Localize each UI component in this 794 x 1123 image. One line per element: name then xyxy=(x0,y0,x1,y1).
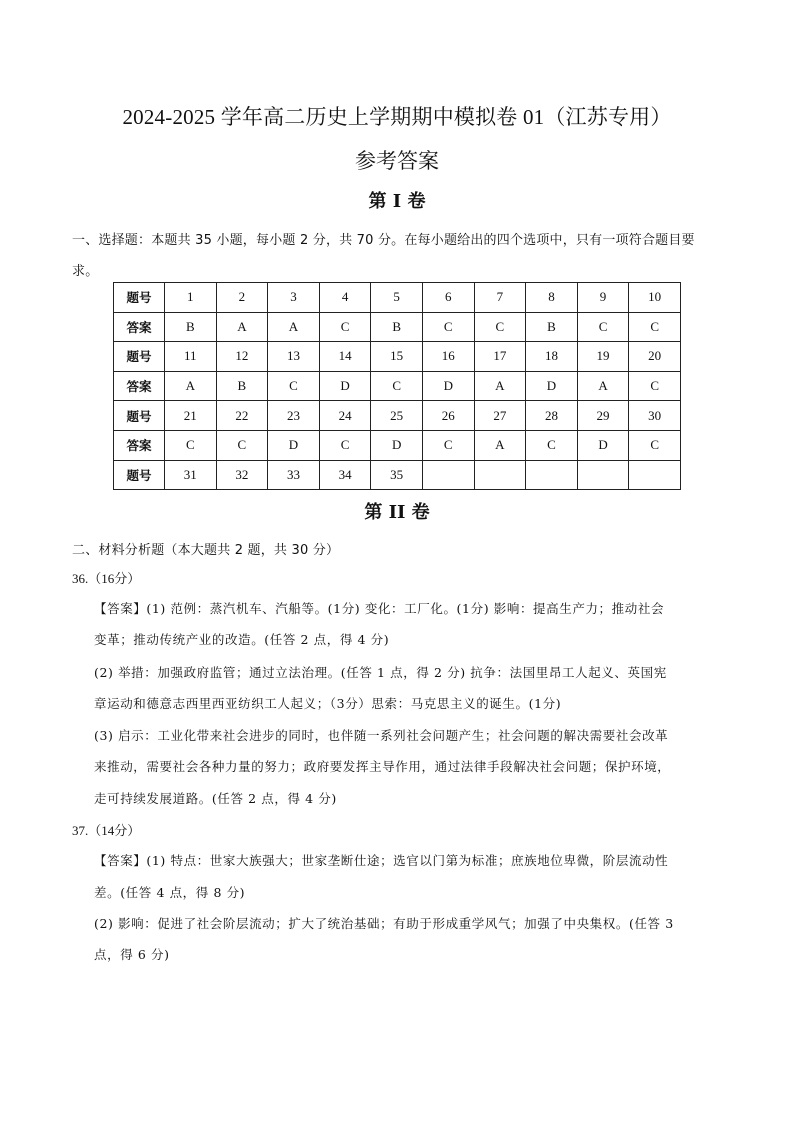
table-cell: 21 xyxy=(165,401,217,431)
row-label-cell: 题号 xyxy=(114,460,165,490)
question-37-answer-line: 点，得 6 分) xyxy=(94,947,170,962)
row-label-cell: 答案 xyxy=(114,312,165,342)
table-cell: A xyxy=(474,430,526,460)
table-cell: 26 xyxy=(422,401,474,431)
table-cell: B xyxy=(216,371,268,401)
row-label-cell: 题号 xyxy=(114,401,165,431)
table-cell: D xyxy=(422,371,474,401)
table-cell: A xyxy=(165,371,217,401)
table-cell: 35 xyxy=(371,460,423,490)
row-label-cell: 答案 xyxy=(114,371,165,401)
table-cell: 7 xyxy=(474,283,526,313)
table-cell: 33 xyxy=(268,460,320,490)
table-cell: 17 xyxy=(474,342,526,372)
table-cell: A xyxy=(577,371,629,401)
table-cell: 16 xyxy=(422,342,474,372)
answer-table-row xyxy=(114,312,681,342)
table-cell: 14 xyxy=(319,342,371,372)
table-cell: A xyxy=(216,312,268,342)
table-cell: 23 xyxy=(268,401,320,431)
table-cell: 13 xyxy=(268,342,320,372)
table-cell: 12 xyxy=(216,342,268,372)
table-cell: 20 xyxy=(629,342,681,372)
table-cell: D xyxy=(526,371,578,401)
table-cell: D xyxy=(371,430,423,460)
question-37-label: 37.（14分） xyxy=(72,823,141,838)
answer-table xyxy=(113,282,681,490)
table-cell: 10 xyxy=(629,283,681,313)
question-36-label: 36.（16分） xyxy=(72,571,141,586)
table-cell: 24 xyxy=(319,401,371,431)
table-cell xyxy=(526,460,578,490)
table-cell: C xyxy=(165,430,217,460)
table-cell: 32 xyxy=(216,460,268,490)
table-cell: C xyxy=(319,430,371,460)
table-cell: C xyxy=(371,371,423,401)
table-cell: C xyxy=(268,371,320,401)
table-cell: 8 xyxy=(526,283,578,313)
table-cell: D xyxy=(319,371,371,401)
question-37-answer-line: 【答案】(1) 特点：世家大族强大；世家垄断仕途；选官以门第为标准；庶族地位卑微，阶层流动性 xyxy=(94,853,669,868)
table-cell: 2 xyxy=(216,283,268,313)
section1-instructions: 一、选择题：本题共 35 小题，每小题 2 分，共 70 分。在每小题给出的四个选项中，只有一项符合题目要 xyxy=(72,233,695,248)
question-36-answer-line: 章运动和德意志西里西亚纺织工人起义；（3分）思索：马克思主义的诞生。(1分) xyxy=(94,696,562,711)
section2-heading: 二、材料分析题（本大题共 2 题，共 30 分） xyxy=(72,543,340,558)
question-36-answer-line: (2) 举措：加强政府监管；通过立法治理。(任答 1 点，得 2 分) 抗争：法国里昂工人起义、英国宪 xyxy=(94,665,667,680)
page-subtitle: 参考答案 xyxy=(355,149,439,173)
table-cell xyxy=(474,460,526,490)
answer-table-row xyxy=(114,342,681,372)
table-cell xyxy=(422,460,474,490)
row-label-cell: 答案 xyxy=(114,430,165,460)
question-36-answer-line: 走可持续发展道路。(任答 2 点，得 4 分) xyxy=(94,791,337,806)
answer-table-row xyxy=(114,371,681,401)
table-cell: 4 xyxy=(319,283,371,313)
table-cell: 6 xyxy=(422,283,474,313)
question-36-answer-line: 来推动，需要社会各种力量的努力；政府要发挥主导作用，通过法律手段解决社会问题；保护环境， xyxy=(94,759,671,774)
question-36-answer-line: 【答案】(1) 范例：蒸汽机车、汽船等。(1分) 变化：工厂化。(1分) 影响：提高生产力；推动社会 xyxy=(94,601,665,616)
table-cell: 11 xyxy=(165,342,217,372)
table-cell: C xyxy=(526,430,578,460)
table-cell: 1 xyxy=(165,283,217,313)
table-cell: C xyxy=(422,430,474,460)
table-cell: 3 xyxy=(268,283,320,313)
table-cell: C xyxy=(216,430,268,460)
table-cell: 30 xyxy=(629,401,681,431)
table-cell: 9 xyxy=(577,283,629,313)
volume2-title: 第 II 卷 xyxy=(364,502,430,523)
table-cell: A xyxy=(268,312,320,342)
table-cell: 34 xyxy=(319,460,371,490)
answer-table-row xyxy=(114,430,681,460)
table-cell: 31 xyxy=(165,460,217,490)
question-37-answer-line: (2) 影响：促进了社会阶层流动；扩大了统治基础；有助于形成重学风气；加强了中央集权。(任答 3 xyxy=(94,916,674,931)
table-cell: D xyxy=(268,430,320,460)
table-cell: 27 xyxy=(474,401,526,431)
table-cell: C xyxy=(577,312,629,342)
table-cell: B xyxy=(165,312,217,342)
table-cell: 18 xyxy=(526,342,578,372)
answer-table-row xyxy=(114,460,681,490)
question-36-answer-line: (3) 启示：工业化带来社会进步的同时，也伴随一系列社会问题产生；社会问题的解决需要社会改革 xyxy=(94,728,669,743)
table-cell: 29 xyxy=(577,401,629,431)
table-cell: C xyxy=(629,371,681,401)
table-cell: 15 xyxy=(371,342,423,372)
table-cell: 22 xyxy=(216,401,268,431)
answer-table-row xyxy=(114,401,681,431)
question-37-answer-line: 差。(任答 4 点，得 8 分) xyxy=(94,885,246,900)
answer-table-row xyxy=(114,283,681,313)
question-36-answer-line: 变革；推动传统产业的改造。(任答 2 点，得 4 分) xyxy=(94,632,390,647)
table-cell: C xyxy=(474,312,526,342)
page-title: 2024-2025 学年高二历史上学期期中模拟卷 01（江苏专用） xyxy=(122,105,672,129)
table-cell: 19 xyxy=(577,342,629,372)
volume1-title: 第 I 卷 xyxy=(368,191,426,212)
table-cell: C xyxy=(629,430,681,460)
table-cell: B xyxy=(371,312,423,342)
table-cell xyxy=(577,460,629,490)
table-cell: 5 xyxy=(371,283,423,313)
section1-instructions-continued: 求。 xyxy=(72,264,99,279)
row-label-cell: 题号 xyxy=(114,283,165,313)
table-cell: C xyxy=(422,312,474,342)
table-cell: 28 xyxy=(526,401,578,431)
row-label-cell: 题号 xyxy=(114,342,165,372)
table-cell: B xyxy=(526,312,578,342)
table-cell xyxy=(629,460,681,490)
table-cell: C xyxy=(629,312,681,342)
table-cell: A xyxy=(474,371,526,401)
table-cell: D xyxy=(577,430,629,460)
table-cell: 25 xyxy=(371,401,423,431)
table-cell: C xyxy=(319,312,371,342)
